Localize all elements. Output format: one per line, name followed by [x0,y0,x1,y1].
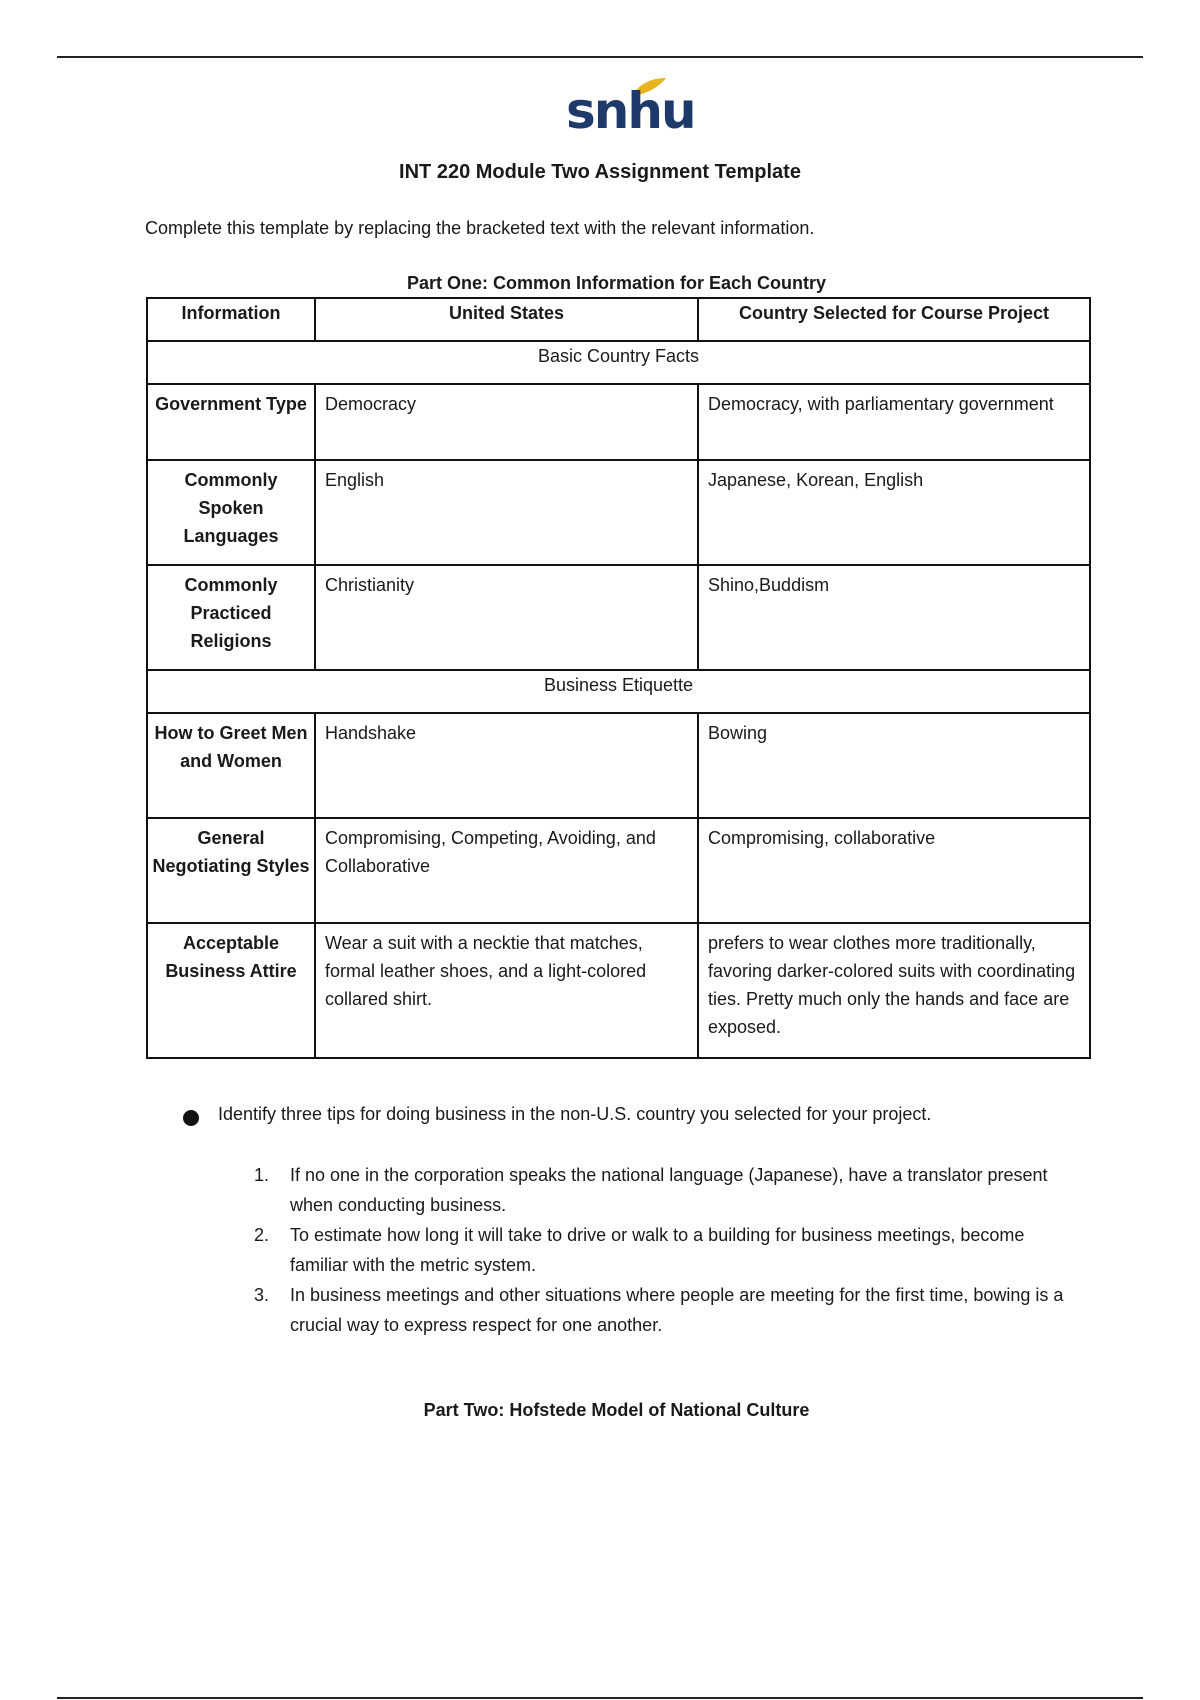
us-cell: Democracy [315,384,698,460]
part-two-heading: Part Two: Hofstede Model of National Culture [423,1400,810,1420]
table-row [147,818,1090,923]
header-information: Information [147,298,315,341]
list-number: 1. [254,1165,270,1185]
tips-list [254,1160,1084,1340]
intro-text: Complete this template by replacing the bracketed text with the relevant information. [145,218,815,238]
bullet-instruction: Identify three tips for doing business in the non-U.S. country you selected for your project. [218,1104,932,1124]
list-number: 3. [254,1285,270,1305]
us-cell: Compromising, Competing, Avoiding, and Collaborative [315,818,698,923]
part-one-heading: Part One: Common Information for Each Country [406,273,827,293]
row-label: Government Type [147,384,315,460]
selected-cell: Democracy, with parliamentary government [698,384,1090,460]
country-info-table [146,297,1091,1059]
list-item [254,1160,1084,1220]
us-cell: English [315,460,698,565]
row-label: How to Greet Men and Women [147,713,315,818]
table-row [147,713,1090,818]
table-row [147,384,1090,460]
selected-cell: Japanese, Korean, English [698,460,1090,565]
us-cell: Handshake [315,713,698,818]
bullet-icon [183,1110,199,1126]
us-cell: Christianity [315,565,698,670]
page-title: INT 220 Module Two Assignment Template [399,161,801,183]
table-header-row [147,298,1090,341]
header-selected-country: Country Selected for Course Project [698,298,1090,341]
selected-cell: Compromising, collaborative [698,818,1090,923]
us-cell: Wear a suit with a necktie that matches, formal leather shoes, and a light-colored collared shirt. [315,923,698,1058]
selected-cell: Bowing [698,713,1090,818]
list-item-text: To estimate how long it will take to drive or walk to a building for business meetings, become familiar with the metric system. [290,1225,1025,1275]
row-label: Commonly Spoken Languages [147,460,315,565]
bottom-rule [57,1697,1143,1699]
logo-text: snhu [566,82,695,140]
table-row [147,565,1090,670]
list-item-text: If no one in the corporation speaks the national language (Japanese), have a translator present when conducting business. [290,1165,1048,1215]
section-row [147,670,1090,713]
row-label: Commonly Practiced Religions [147,565,315,670]
section-business-etiquette: Business Etiquette [147,670,1090,713]
row-label: Acceptable Business Attire [147,923,315,1058]
selected-cell: prefers to wear clothes more traditionally, favoring darker-colored suits with coordinating ties. Pretty much only the hands and face are exposed. [698,923,1090,1058]
top-rule [57,56,1143,58]
snhu-logo [566,78,695,146]
list-number: 2. [254,1225,270,1245]
section-basic-country-facts: Basic Country Facts [147,341,1090,384]
list-item-text: In business meetings and other situations where people are meeting for the first time, bowing is a crucial way to express respect for one another. [290,1285,1064,1335]
list-item [254,1220,1084,1280]
selected-cell: Shino,Buddism [698,565,1090,670]
table-row [147,923,1090,1058]
row-label: General Negotiating Styles [147,818,315,923]
section-row [147,341,1090,384]
table-row [147,460,1090,565]
header-united-states: United States [315,298,698,341]
list-item [254,1280,1084,1340]
